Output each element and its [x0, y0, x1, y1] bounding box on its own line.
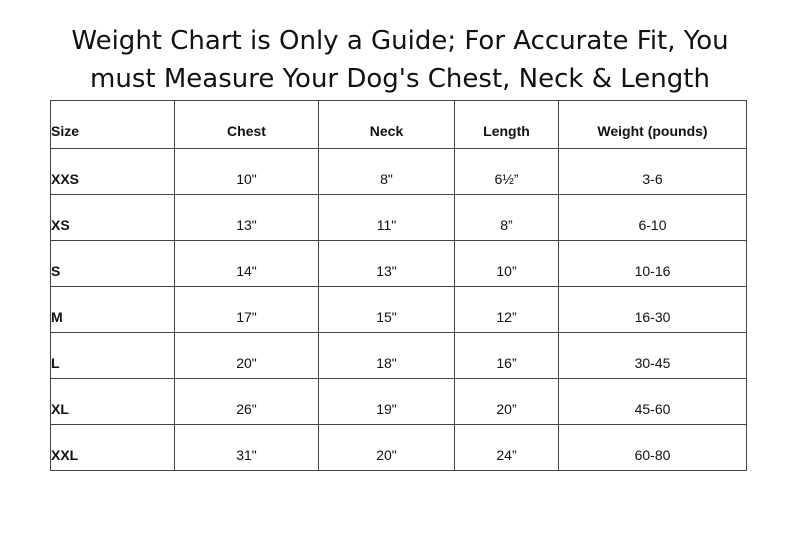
table-row [51, 241, 747, 287]
size-chart-table [50, 100, 747, 471]
cell-chest: 17" [175, 287, 319, 333]
cell-neck: 20" [319, 425, 455, 471]
cell-weight: 30-45 [559, 333, 747, 379]
cell-size: XS [51, 195, 175, 241]
cell-chest: 26" [175, 379, 319, 425]
cell-size: M [51, 287, 175, 333]
cell-length: 16” [455, 333, 559, 379]
cell-length: 6½” [455, 149, 559, 195]
cell-size: XL [51, 379, 175, 425]
cell-chest: 14" [175, 241, 319, 287]
title-line-1: Weight Chart is Only a Guide; For Accurate Fit, You [71, 26, 729, 56]
header-size: Size [51, 101, 175, 149]
header-chest: Chest [175, 101, 319, 149]
cell-length: 20” [455, 379, 559, 425]
cell-neck: 11" [319, 195, 455, 241]
cell-weight: 60-80 [559, 425, 747, 471]
cell-chest: 31" [175, 425, 319, 471]
cell-chest: 20" [175, 333, 319, 379]
cell-size: XXS [51, 149, 175, 195]
cell-weight: 10-16 [559, 241, 747, 287]
cell-length: 10” [455, 241, 559, 287]
title-line-2: must Measure Your Dog's Chest, Neck & Length [90, 64, 710, 94]
table-row [51, 195, 747, 241]
table-row [51, 425, 747, 471]
table-row [51, 287, 747, 333]
cell-neck: 19" [319, 379, 455, 425]
header-neck: Neck [319, 101, 455, 149]
cell-size: S [51, 241, 175, 287]
header-length: Length [455, 101, 559, 149]
cell-length: 8” [455, 195, 559, 241]
cell-chest: 10" [175, 149, 319, 195]
page-title [0, 22, 800, 98]
cell-neck: 8" [319, 149, 455, 195]
cell-chest: 13" [175, 195, 319, 241]
cell-size: L [51, 333, 175, 379]
cell-neck: 15" [319, 287, 455, 333]
cell-length: 24” [455, 425, 559, 471]
cell-weight: 6-10 [559, 195, 747, 241]
cell-size: XXL [51, 425, 175, 471]
header-weight: Weight (pounds) [559, 101, 747, 149]
table-row [51, 149, 747, 195]
cell-length: 12” [455, 287, 559, 333]
cell-weight: 3-6 [559, 149, 747, 195]
cell-weight: 16-30 [559, 287, 747, 333]
table-row [51, 379, 747, 425]
cell-neck: 13" [319, 241, 455, 287]
table-row [51, 333, 747, 379]
table-header-row [51, 101, 747, 149]
cell-weight: 45-60 [559, 379, 747, 425]
cell-neck: 18" [319, 333, 455, 379]
